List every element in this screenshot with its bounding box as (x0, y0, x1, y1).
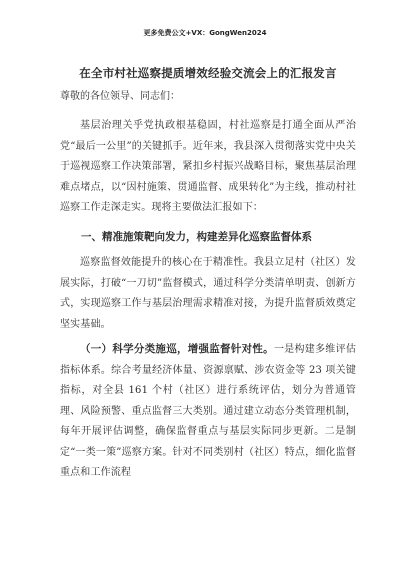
section-1-paragraph: 巡察监督效能提升的核心在于精准性。我县立足村（社区）发展实际，打破“一刀切”监督模式，通过科学分类清单明责、创新方式，实现巡察工作与基层治理需求精准对接，为提升监督质效奠定坚实基础。 (60, 257, 356, 330)
subsection-1-text: 一是构建多维评估指标体系。综合考量经济体量、资源禀赋、涉农资金等 23 项关键指标，对全县 161 个村（社区）进行系统评估，划分为普通管理、风险预警、重点监督三大类别。通过建立动态分类管理机制，每年开展评估调整，确保监督重点与基层实际同步更新。二是制定“一类一策”巡察方案。针对不同类别村（社区）特点，细化监督重点和工作流程 (60, 344, 357, 478)
document-title: 在全市村社巡察提质增效经验交流会上的汇报发言 (79, 66, 337, 80)
section-heading-1: 一、精准施策靶向发力，构建差异化巡察监督体系 (81, 230, 312, 243)
subsection-1-paragraph (60, 339, 356, 484)
document-body (60, 64, 356, 484)
intro-paragraph: 基层治理关乎党执政根基稳固，村社巡察是打通全面从严治党“最后一公里”的关键抓手。近年来，我县深入贯彻落实党中央关于巡视巡察工作决策部署，紧扣乡村振兴战略目标，聚焦基层治理难点堵点，以“因村施策、贯通监督、成果转化”为主线，推动村社巡察工作走深走实。现将主要做法汇报如下： (60, 120, 356, 213)
subsection-heading-1: （一）科学分类施巡，增强监督针对性。 (80, 343, 274, 355)
salutation: 尊敬的各位领导、同志们： (60, 91, 180, 102)
spacer (60, 219, 356, 223)
header-watermark: 更多免费公文+VX：GongWen2024 (143, 29, 267, 37)
